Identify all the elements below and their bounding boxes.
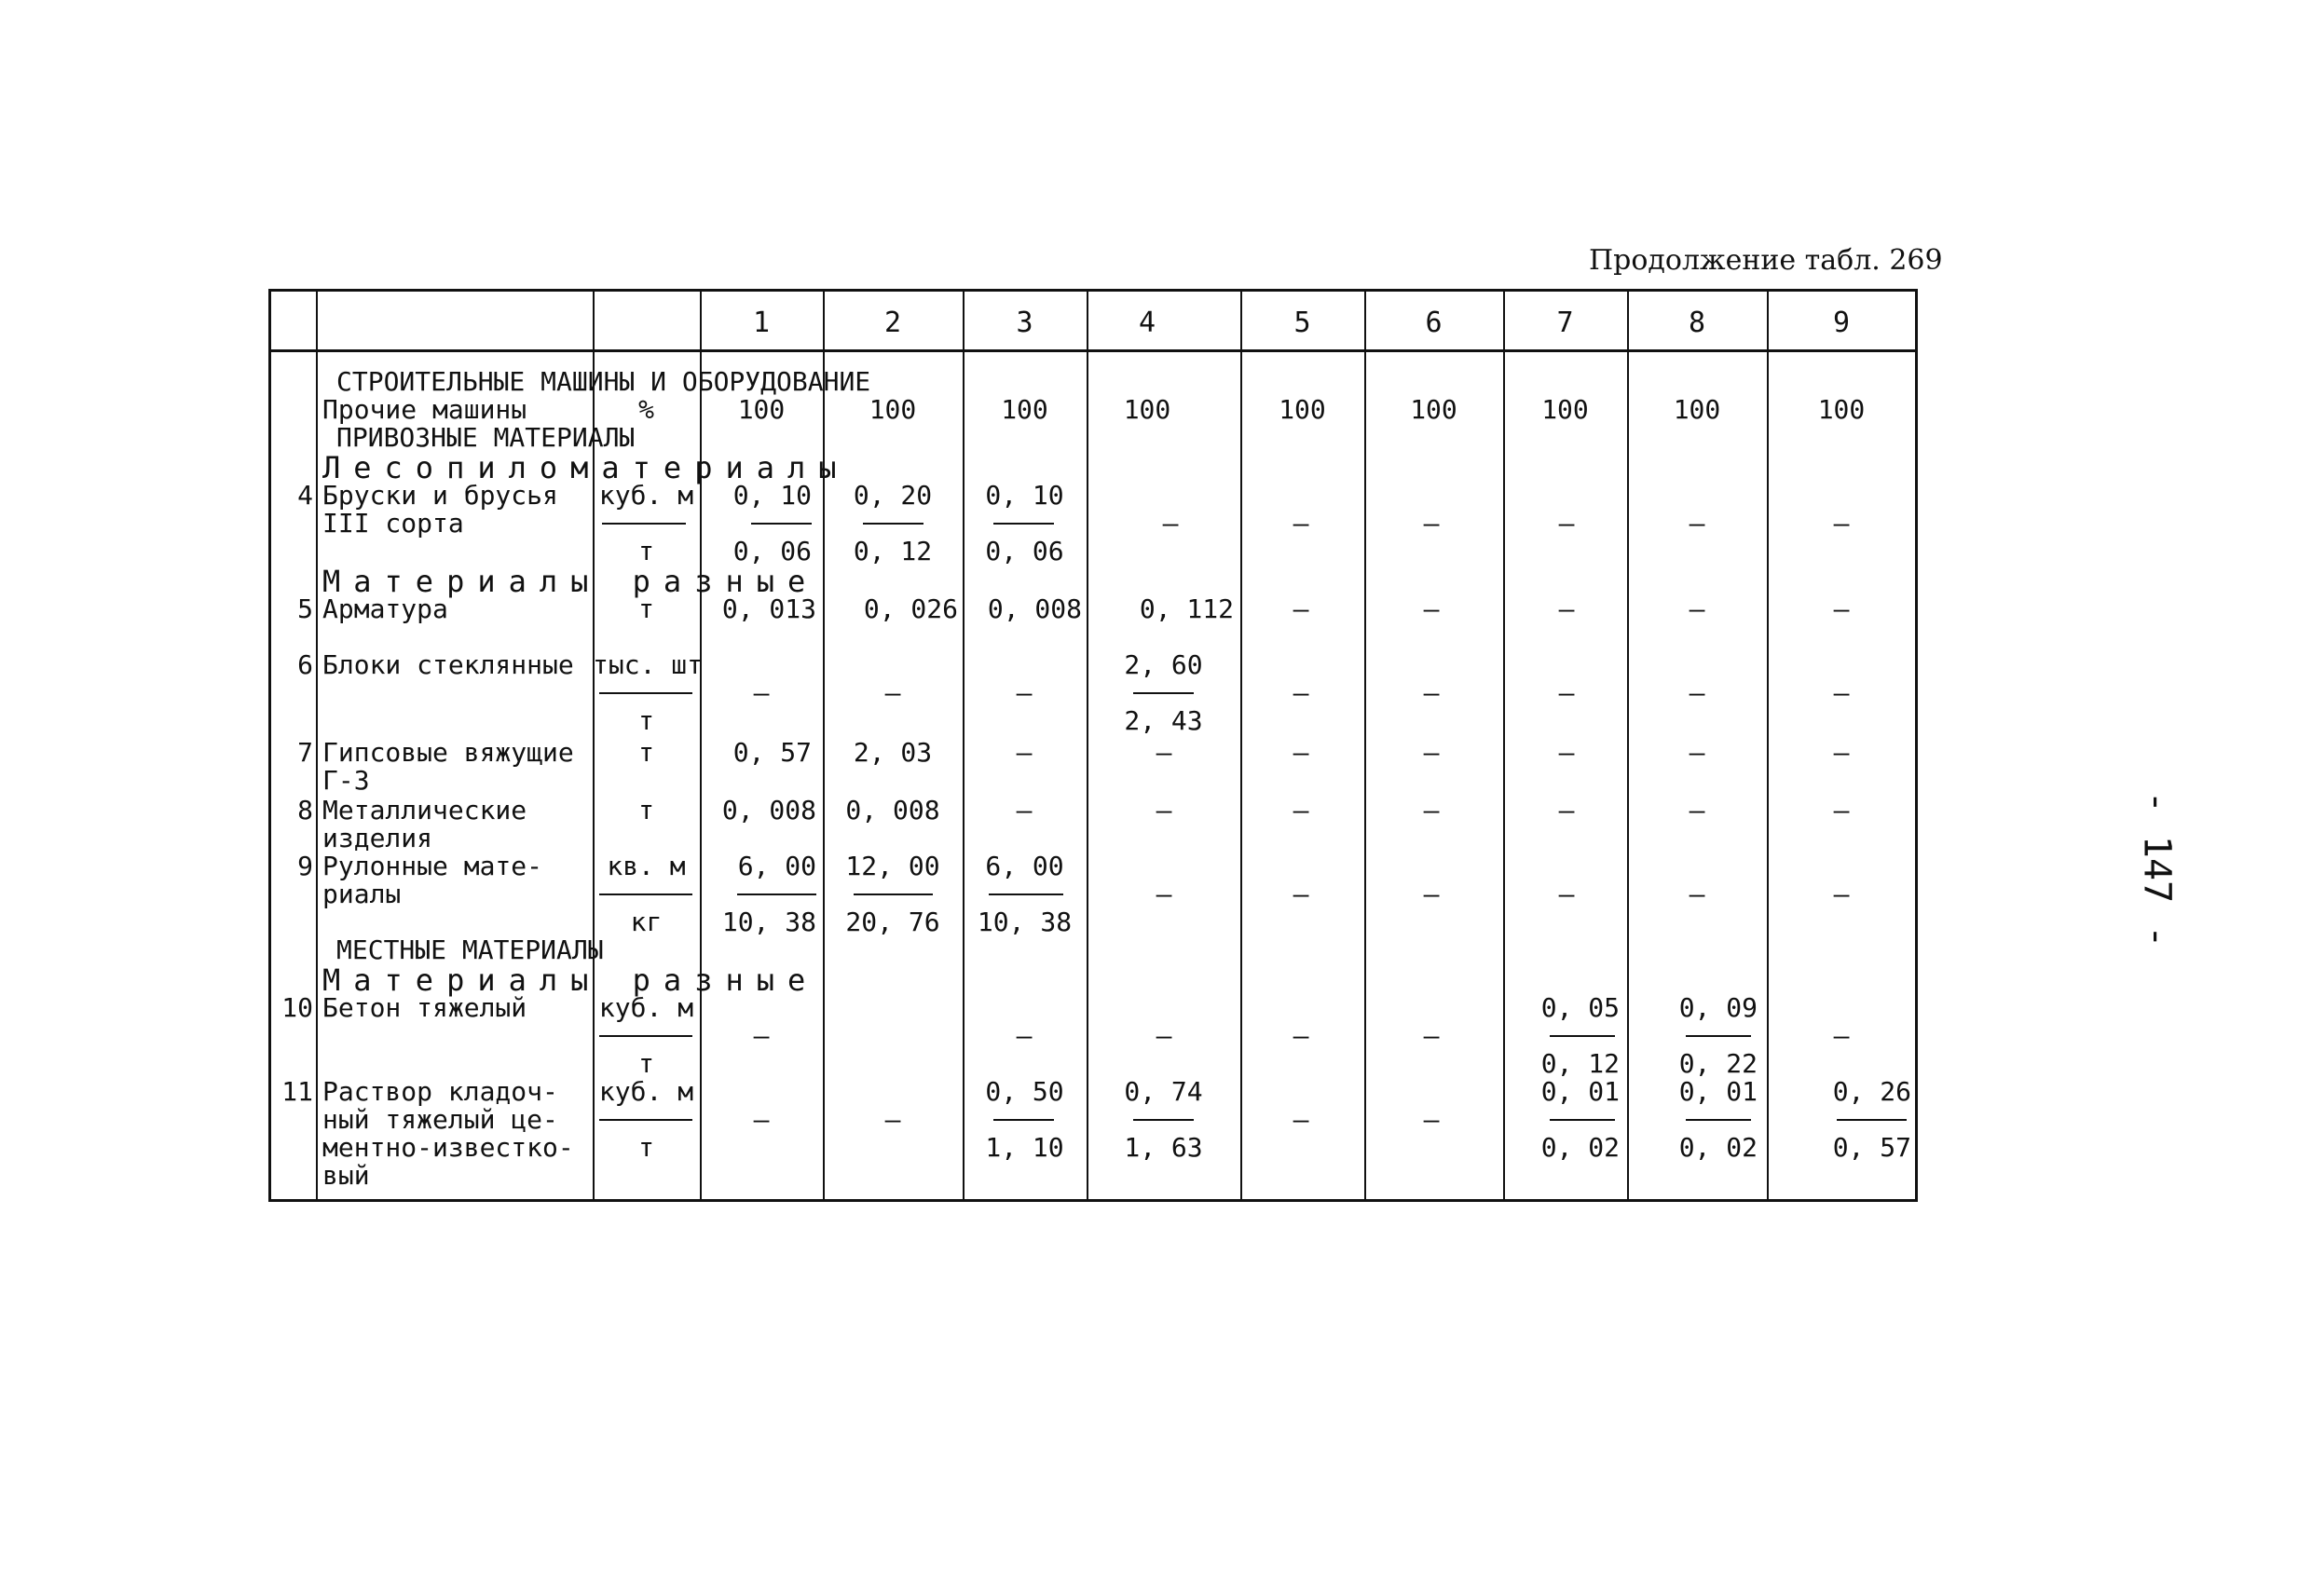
row-unit: т — [638, 593, 654, 624]
cell-value: 100 — [1817, 394, 1866, 425]
fraction-line — [1837, 1119, 1907, 1121]
empty-dash: – — [1293, 879, 1309, 909]
empty-dash: – — [1833, 795, 1850, 825]
cell-value: 0, 10 — [732, 480, 812, 511]
row-number: 6 — [297, 649, 313, 680]
row-number: 5 — [297, 593, 313, 624]
empty-dash: – — [1423, 795, 1440, 825]
cell-value: 0, 09 — [1678, 992, 1758, 1023]
cell-value: 0, 50 — [985, 1076, 1064, 1107]
fraction-line — [854, 893, 933, 895]
row-number: 8 — [297, 795, 313, 825]
cell-value: 0, 112 — [1139, 593, 1234, 624]
section-misc-2: Материалы разные — [322, 962, 819, 998]
fraction-line — [1550, 1035, 1615, 1037]
row-number: 7 — [297, 737, 313, 768]
cell-value: 0, 12 — [1540, 1048, 1620, 1079]
cell-value: 0, 008 — [987, 593, 1082, 624]
empty-dash: – — [1689, 879, 1705, 909]
empty-dash: – — [1423, 677, 1440, 708]
fraction-line — [599, 1035, 692, 1037]
row-name: Бетон тяжелый — [322, 992, 527, 1023]
fraction-line — [1686, 1119, 1751, 1121]
section-imported: ПРИВОЗНЫЕ МАТЕРИАЛЫ — [336, 422, 636, 453]
row-unit: т — [638, 1132, 654, 1163]
empty-dash: – — [884, 677, 901, 708]
row-unit: кв. м — [607, 851, 686, 881]
empty-dash: – — [1689, 737, 1705, 768]
row-name: вый — [322, 1160, 370, 1191]
col-header-8: 8 — [1688, 307, 1706, 339]
cell-value: 0, 26 — [1832, 1076, 1911, 1107]
col-divider — [316, 292, 318, 1199]
cell-value: 100 — [1541, 394, 1589, 425]
row-unit: % — [638, 394, 654, 425]
col-divider — [1087, 292, 1088, 1199]
empty-dash: – — [1156, 879, 1172, 909]
col-header-7: 7 — [1556, 307, 1574, 339]
row-name: Блоки стеклянные — [322, 649, 574, 680]
empty-dash: – — [1558, 737, 1575, 768]
resource-table — [268, 289, 1918, 1202]
page-number: - 147 - — [2135, 790, 2179, 948]
cell-value: 1, 63 — [1124, 1132, 1203, 1163]
empty-dash: – — [1016, 737, 1033, 768]
cell-value: 2, 03 — [853, 737, 933, 768]
col-header-3: 3 — [1016, 307, 1033, 339]
empty-dash: – — [1833, 677, 1850, 708]
row-name: Гипсовые вяжущие — [322, 737, 574, 768]
cell-value: 0, 01 — [1678, 1076, 1758, 1107]
col-divider — [963, 292, 964, 1199]
row-name: Арматура — [322, 593, 448, 624]
empty-dash: – — [1423, 879, 1440, 909]
empty-dash: – — [1558, 879, 1575, 909]
col-header-2: 2 — [883, 307, 902, 339]
row-name: Г-3 — [322, 765, 370, 796]
empty-dash: – — [1558, 677, 1575, 708]
row-name: III сорта — [322, 508, 464, 539]
row-name: изделия — [322, 823, 433, 853]
cell-value: 0, 06 — [732, 536, 812, 566]
cell-value: 6, 00 — [737, 851, 816, 881]
fraction-line — [863, 523, 923, 525]
row-unit: куб. м — [598, 1076, 694, 1107]
empty-dash: – — [1558, 795, 1575, 825]
empty-dash: – — [1833, 508, 1850, 539]
cell-value: 100 — [869, 394, 917, 425]
empty-dash: – — [1156, 795, 1172, 825]
row-name: Раствор кладоч- — [322, 1076, 558, 1107]
cell-value: 0, 10 — [985, 480, 1064, 511]
section-machines: СТРОИТЕЛЬНЫЕ МАШИНЫ И ОБОРУДОВАНИЕ — [336, 366, 871, 397]
empty-dash: – — [1016, 677, 1033, 708]
fraction-line — [1550, 1119, 1615, 1121]
empty-dash: – — [1833, 879, 1850, 909]
cell-value: 0, 74 — [1124, 1076, 1203, 1107]
empty-dash: – — [1156, 1020, 1172, 1051]
row-unit: куб. м — [598, 480, 694, 511]
empty-dash: – — [1293, 677, 1309, 708]
cell-value: 0, 013 — [721, 593, 816, 624]
cell-value: 0, 06 — [985, 536, 1064, 566]
empty-dash: – — [1833, 593, 1850, 624]
cell-value: 10, 38 — [721, 907, 816, 937]
fraction-line — [989, 893, 1063, 895]
cell-value: 100 — [1123, 394, 1171, 425]
cell-value: 0, 22 — [1678, 1048, 1758, 1079]
row-name: риалы — [322, 879, 402, 909]
empty-dash: – — [753, 1104, 770, 1135]
cell-value: 12, 00 — [845, 851, 940, 881]
row-unit: т — [638, 795, 654, 825]
empty-dash: – — [1162, 508, 1179, 539]
fraction-line — [993, 523, 1054, 525]
cell-value: 20, 76 — [845, 907, 940, 937]
cell-value: 100 — [1410, 394, 1457, 425]
empty-dash: – — [1558, 508, 1575, 539]
empty-dash: – — [1293, 1020, 1309, 1051]
empty-dash: – — [884, 1104, 901, 1135]
cell-value: 100 — [737, 394, 786, 425]
row-unit: т — [638, 1048, 654, 1079]
cell-value: 0, 57 — [1832, 1132, 1911, 1163]
empty-dash: – — [1423, 508, 1440, 539]
empty-dash: – — [1833, 737, 1850, 768]
fraction-line — [993, 1119, 1054, 1121]
empty-dash: – — [1833, 1020, 1850, 1051]
cell-value: 6, 00 — [985, 851, 1064, 881]
empty-dash: – — [1016, 795, 1033, 825]
cell-value: 0, 02 — [1540, 1132, 1620, 1163]
empty-dash: – — [1293, 508, 1309, 539]
row-name: ментно-известко- — [322, 1132, 574, 1163]
empty-dash: – — [1293, 737, 1309, 768]
fraction-line — [1133, 1119, 1194, 1121]
cell-value: 100 — [1279, 394, 1326, 425]
cell-value: 2, 60 — [1124, 649, 1203, 680]
row-name: Металлические — [322, 795, 527, 825]
empty-dash: – — [1689, 593, 1705, 624]
fraction-line — [602, 523, 686, 525]
row-unit: кг — [630, 907, 663, 937]
cell-value: 0, 008 — [721, 795, 816, 825]
col-divider — [1767, 292, 1769, 1199]
cell-value: 0, 02 — [1678, 1132, 1758, 1163]
section-lumber: Лесопиломатериалы — [322, 450, 850, 485]
col-header-4: 4 — [1138, 307, 1156, 339]
cell-value: 100 — [1673, 394, 1721, 425]
empty-dash: – — [1293, 1104, 1309, 1135]
cell-value: 10, 38 — [977, 907, 1073, 937]
empty-dash: – — [1423, 1104, 1440, 1135]
cell-value: 100 — [1001, 394, 1048, 425]
fraction-line — [599, 893, 692, 895]
cell-value: 0, 01 — [1540, 1076, 1620, 1107]
empty-dash: – — [1293, 593, 1309, 624]
row-name: Прочие машины — [322, 394, 527, 425]
fraction-line — [599, 692, 692, 694]
col-divider — [1240, 292, 1242, 1199]
empty-dash: – — [1558, 593, 1575, 624]
row-number: 4 — [297, 480, 313, 511]
fraction-line — [737, 893, 816, 895]
row-unit: т — [638, 536, 654, 566]
empty-dash: – — [1689, 508, 1705, 539]
section-local: МЕСТНЫЕ МАТЕРИАЛЫ — [336, 934, 604, 965]
empty-dash: – — [753, 1020, 770, 1051]
row-name: ный тяжелый це- — [322, 1104, 558, 1135]
empty-dash: – — [1689, 677, 1705, 708]
cell-value: 0, 05 — [1540, 992, 1620, 1023]
row-name: Бруски и брусья — [322, 480, 558, 511]
row-unit: куб. м — [598, 992, 694, 1023]
col-header-5: 5 — [1293, 307, 1311, 339]
row-number: 11 — [281, 1076, 313, 1107]
cell-value: 0, 12 — [853, 536, 933, 566]
cell-value: 0, 026 — [863, 593, 958, 624]
col-header-9: 9 — [1832, 307, 1851, 339]
row-name: Рулонные мате- — [322, 851, 543, 881]
row-unit: тыс. шт — [593, 649, 704, 680]
fraction-line — [599, 1119, 692, 1121]
row-number: 9 — [297, 851, 313, 881]
empty-dash: – — [753, 677, 770, 708]
cell-value: 0, 008 — [845, 795, 940, 825]
fraction-line — [751, 523, 812, 525]
row-unit: т — [638, 705, 654, 736]
col-header-6: 6 — [1425, 307, 1443, 339]
header-divider — [271, 349, 1915, 352]
fraction-line — [1133, 692, 1194, 694]
empty-dash: – — [1016, 1020, 1033, 1051]
fraction-line — [1686, 1035, 1751, 1037]
empty-dash: – — [1423, 1020, 1440, 1051]
row-number: 10 — [281, 992, 313, 1023]
empty-dash: – — [1156, 737, 1172, 768]
cell-value: 1, 10 — [985, 1132, 1064, 1163]
cell-value: 2, 43 — [1124, 705, 1203, 736]
row-unit: т — [638, 737, 654, 768]
empty-dash: – — [1689, 795, 1705, 825]
col-header-1: 1 — [752, 307, 771, 339]
empty-dash: – — [1423, 737, 1440, 768]
empty-dash: – — [1293, 795, 1309, 825]
empty-dash: – — [1423, 593, 1440, 624]
cell-value: 0, 57 — [732, 737, 812, 768]
col-divider — [1364, 292, 1366, 1199]
continuation-label: Продолжение табл. 269 — [1589, 244, 1943, 277]
section-misc-1: Материалы разные — [322, 564, 819, 599]
cell-value: 0, 20 — [853, 480, 933, 511]
